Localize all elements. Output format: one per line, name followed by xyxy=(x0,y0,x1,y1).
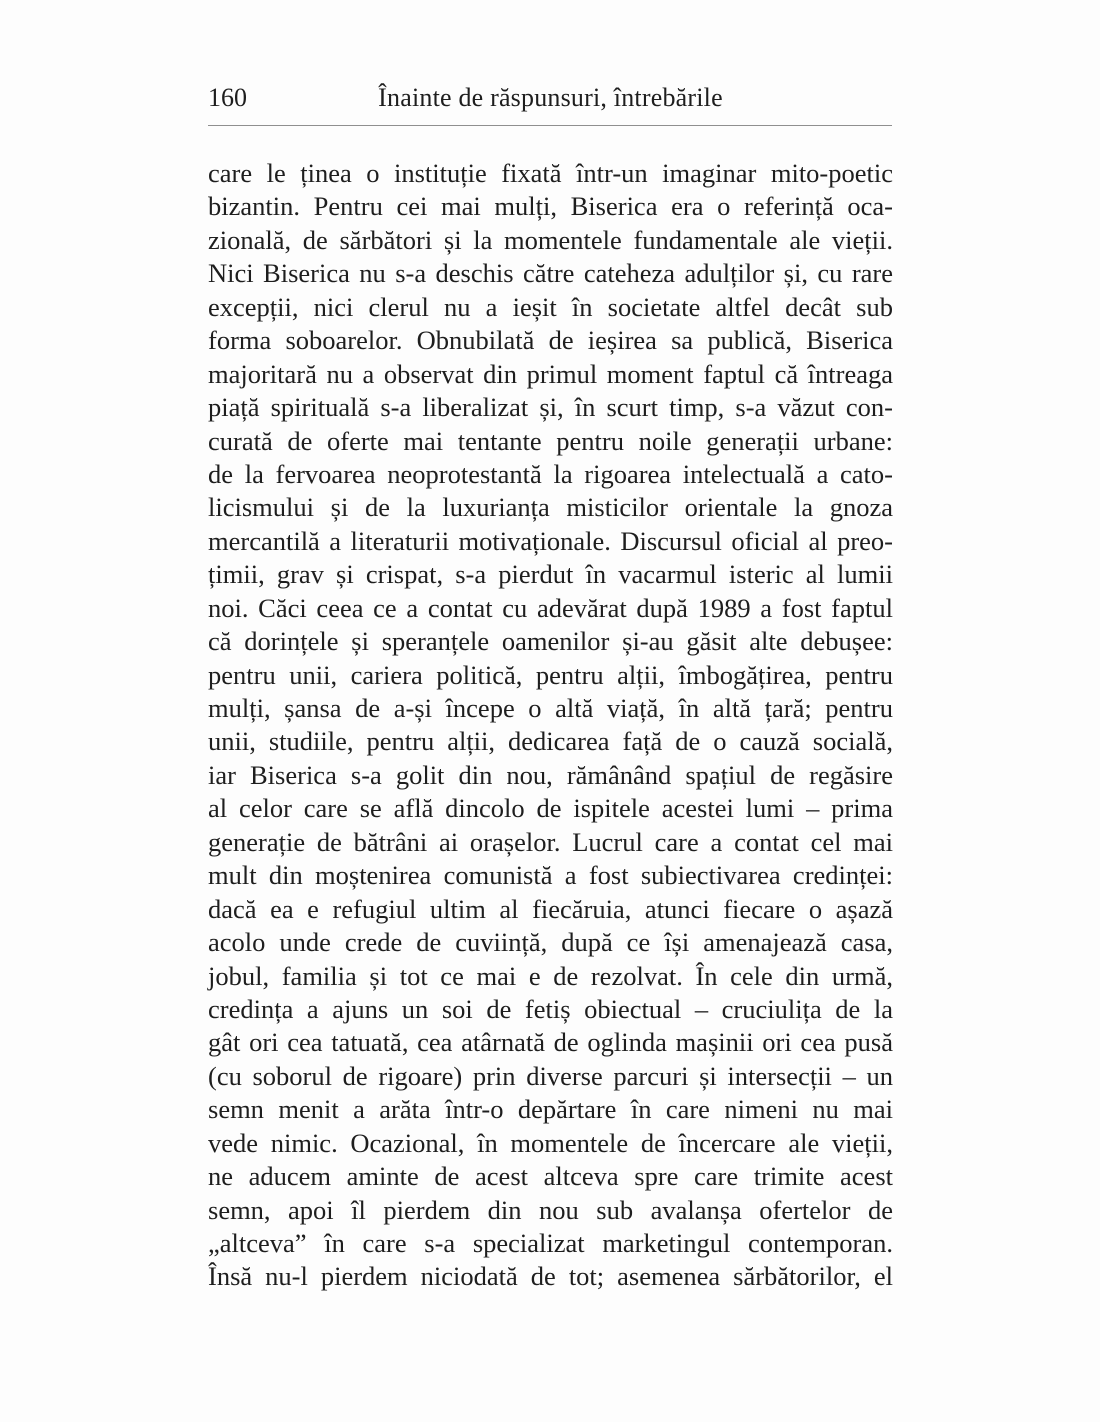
text-line: pentru unii, cariera politică, pentru alții, îmbogățirea, pentru xyxy=(208,659,893,690)
text-line: zională, de sărbători și la momentele fundamentale ale vieții. xyxy=(208,224,893,255)
running-header-title: Înainte de răspunsuri, întrebările xyxy=(378,83,723,112)
text-line: acolo unde crede de cuviință, după ce își amenajează casa, xyxy=(208,927,893,958)
text-line: excepții, nici clerul nu a ieșit în societate altfel decât sub xyxy=(208,291,893,322)
text-line: de la fervoarea neoprotestantă la rigoarea intelectuală a cato- xyxy=(208,458,893,489)
text-line: noi. Căci ceea ce a contat cu adevărat după 1989 a fost faptul xyxy=(208,592,893,623)
text-line: care le ținea o instituție fixată într-un imaginar mito-poetic xyxy=(208,158,893,188)
text-line: semn menit a arăta într-o depărtare în care nimeni nu mai xyxy=(208,1094,893,1125)
text-line: majoritară nu a observat din primul moment faptul că întreaga xyxy=(208,358,893,389)
text-line: piață spirituală s-a liberalizat și, în scurt timp, s-a văzut con- xyxy=(208,392,893,423)
text-line: ne aducem aminte de acest altceva spre care trimite acest xyxy=(208,1161,893,1192)
running-header xyxy=(208,83,893,117)
text-line: țimii, grav și crispat, s-a pierdut în vacarmul isteric al lumii xyxy=(208,559,893,590)
page-number: 160 xyxy=(208,83,247,112)
text-line: forma soboarelor. Obnubilată de ieșirea sa publică, Biserica xyxy=(208,325,893,356)
text-line: unii, studiile, pentru alții, dedicarea față de o cauză socială, xyxy=(208,726,893,757)
text-line: generație de bătrâni ai orașelor. Lucrul care a contat cel mai xyxy=(208,826,893,857)
text-line: gât ori cea tatuată, cea atârnată de oglinda mașinii ori cea pusă xyxy=(208,1027,893,1058)
text-line: mult din moștenirea comunistă a fost subiectivarea credinței: xyxy=(208,860,893,891)
text-line: licismului și de la luxurianța misticilor orientale la gnoza xyxy=(208,492,893,523)
text-line: al celor care se află dincolo de ispitele acestei lumi – prima xyxy=(208,793,893,824)
text-line: mercantilă a literaturii motivaționale. Discursul oficial al preo- xyxy=(208,525,893,556)
body-text xyxy=(208,157,893,1294)
text-line: bizantin. Pentru cei mai mulți, Biserica era o referință oca- xyxy=(208,191,893,222)
text-line: dacă ea e refugiul ultim al fiecăruia, atunci fiecare o așază xyxy=(208,893,893,924)
text-line: (cu soborul de rigoare) prin diverse parcuri și intersecții – un xyxy=(208,1060,893,1091)
text-line: Nici Biserica nu s-a deschis către cateheza adulților și, cu rare xyxy=(208,258,893,289)
text-line: iar Biserica s-a golit din nou, rămânând spațiul de regăsire xyxy=(208,759,893,790)
text-line: jobul, familia și tot ce mai e de rezolvat. În cele din urmă, xyxy=(208,960,893,991)
text-line: credința a ajuns un soi de fetiș obiectual – cruciulița de la xyxy=(208,993,893,1024)
text-line: vede nimic. Ocazional, în momentele de încercare ale vieții, xyxy=(208,1127,893,1158)
text-line: mulți, șansa de a-și începe o altă viață, în altă țară; pentru xyxy=(208,693,893,723)
text-line: semn, apoi îl pierdem din nou sub avalanșa ofertelor de xyxy=(208,1194,893,1225)
text-line: că dorințele și speranțele oamenilor și-au găsit alte debușee: xyxy=(208,626,893,657)
header-rule xyxy=(208,125,892,126)
text-line: „altceva” în care s-a specializat marketingul contemporan. xyxy=(208,1228,893,1258)
text-line: curată de oferte mai tentante pentru noile generații urbane: xyxy=(208,425,893,456)
text-line: Însă nu-l pierdem niciodată de tot; asemenea sărbătorilor, el xyxy=(208,1261,893,1292)
